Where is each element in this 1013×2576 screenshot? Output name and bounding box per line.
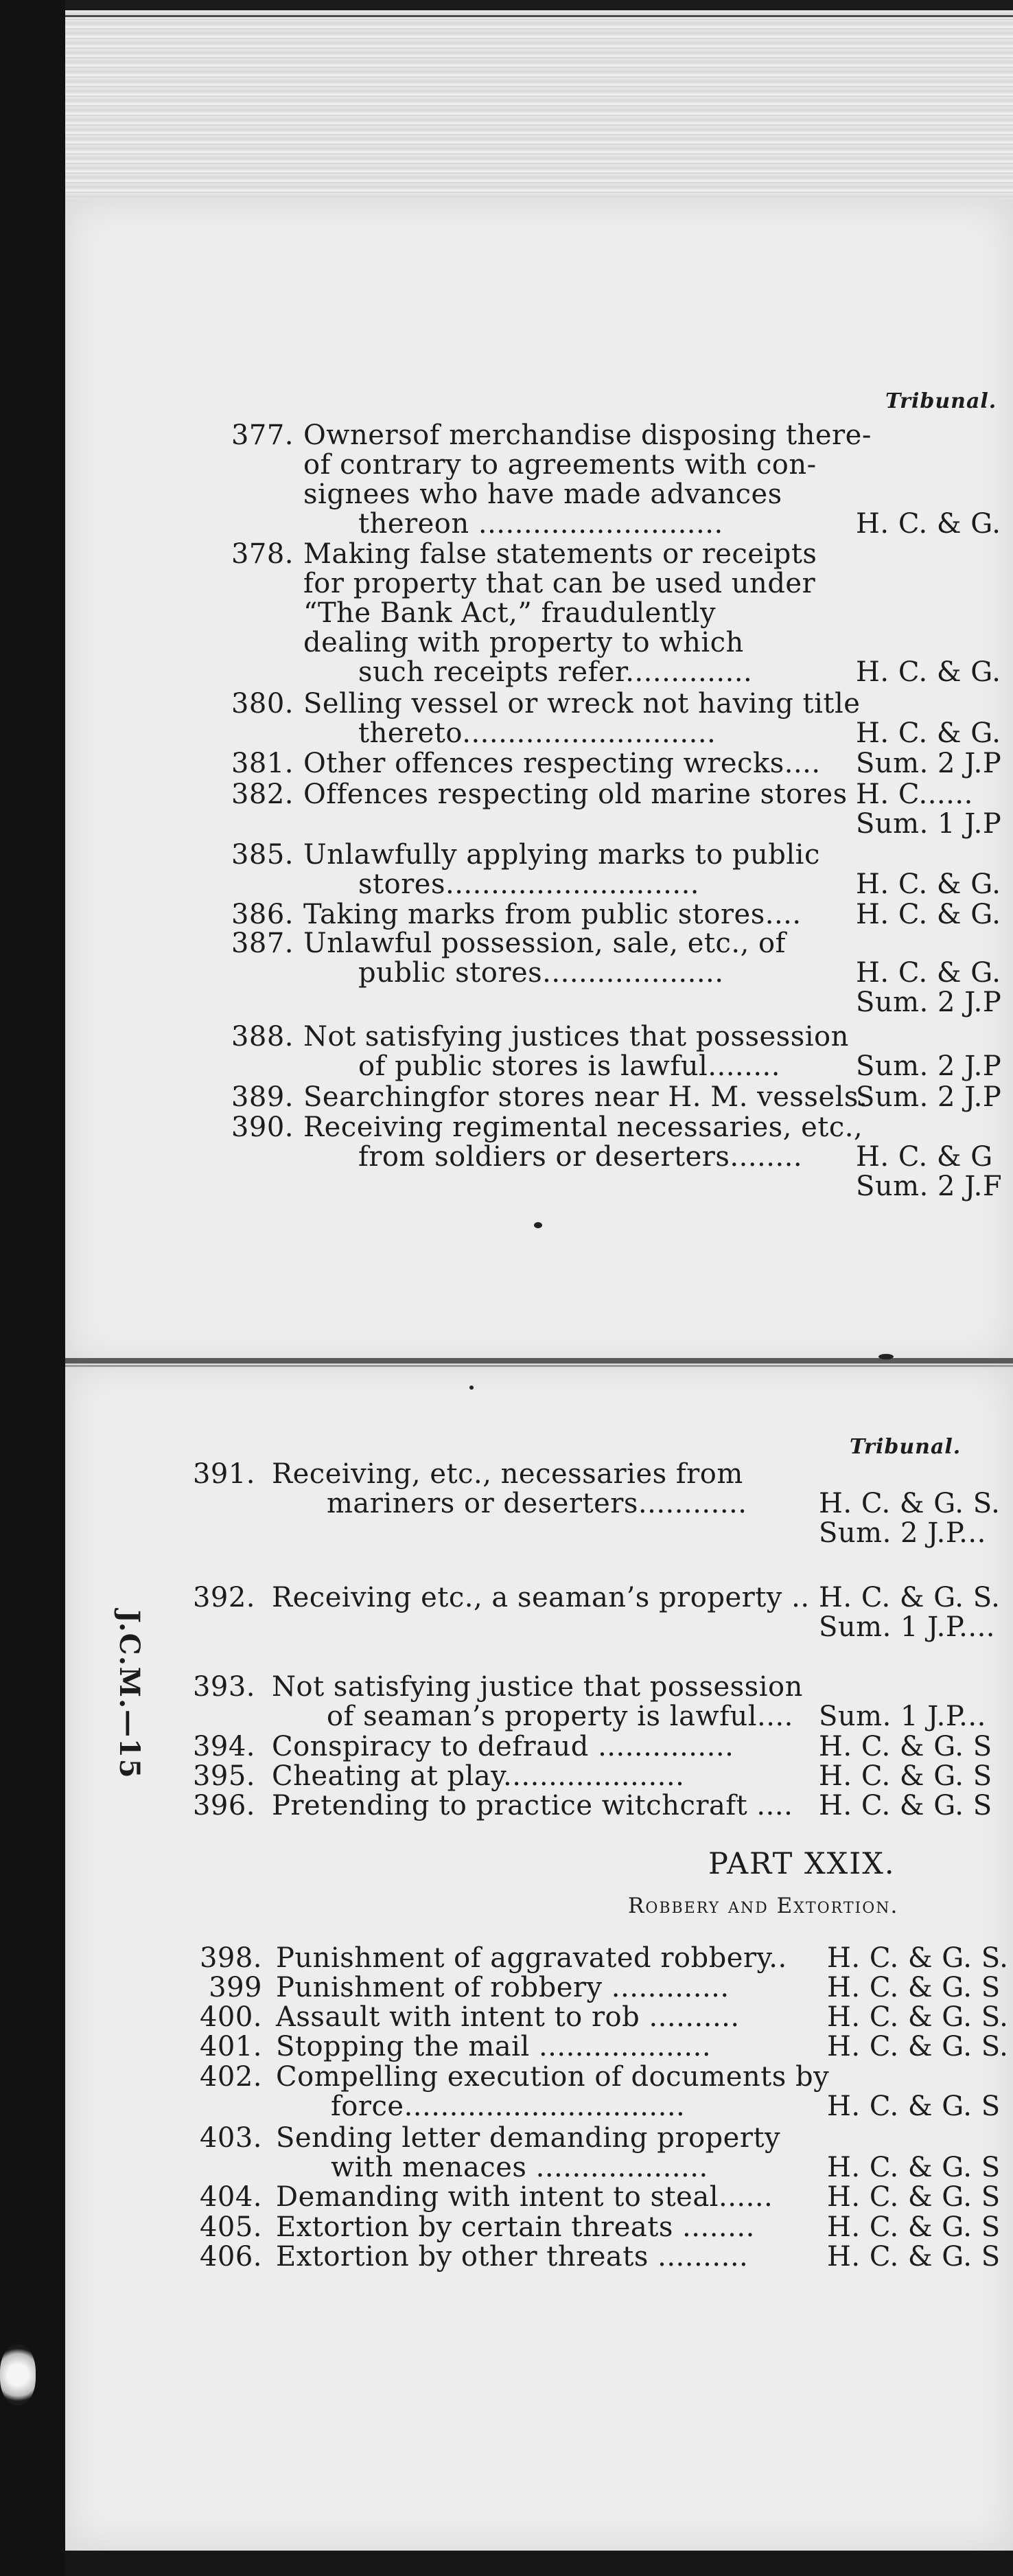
tribunal-cell: Sum. 2 J.P: [856, 748, 1002, 779]
section-number: 389.: [231, 1081, 294, 1113]
section-number: 392.: [192, 1582, 255, 1613]
tribunal-cell: H. C. & G. S: [827, 2211, 1001, 2243]
entry-text-line: Assault with intent to rob ..........: [276, 2001, 740, 2033]
tribunal-header-top: Tribunal.: [885, 389, 997, 413]
stacked-page-edges: [65, 10, 1013, 206]
tribunal-cell: Sum. 1 J.P....: [819, 1611, 995, 1643]
entry-text-line: of contrary to agreements with con-: [303, 449, 817, 481]
tribunal-cell: H. C. & G.: [856, 899, 1001, 930]
section-number: 393.: [192, 1671, 255, 1703]
entry-text-line: of seaman’s property is lawful....: [327, 1701, 793, 1732]
section-number: 394.: [192, 1731, 255, 1762]
section-number: 402.: [199, 2061, 262, 2093]
entry-text-line: from soldiers or deserters........: [358, 1141, 803, 1173]
entry-text-line: “The Bank Act,” fraudulently: [303, 597, 717, 629]
entry-text-line: Pretending to practice witchcraft ....: [272, 1790, 793, 1821]
section-number: 385.: [231, 839, 294, 871]
tribunal-cell: H. C. & G. S: [819, 1790, 992, 1821]
section-number: 404.: [199, 2181, 262, 2213]
tribunal-cell: H. C. & G. S.: [827, 2001, 1009, 2033]
section-number: 387.: [231, 928, 294, 959]
entry-text-line: Other offences respecting wrecks....: [303, 748, 821, 779]
ink-speck: [878, 1354, 894, 1359]
entry-text-line: Searchingfor stores near H. M. vessels.: [303, 1081, 868, 1113]
entry-text-line: Unlawful possession, sale, etc., of: [303, 928, 786, 959]
entry-text-line: thereto............................: [358, 717, 717, 749]
tribunal-cell: H. C. & G. S: [827, 1972, 1001, 2003]
side-label: J.C.M.—15: [113, 1610, 145, 1780]
tribunal-header-bottom: Tribunal.: [850, 1435, 962, 1459]
part-title: PART XXIX.: [708, 1847, 896, 1881]
section-number: 396.: [192, 1790, 255, 1821]
tribunal-cell: H. C. & G. S.: [819, 1582, 1001, 1613]
ink-speck: [534, 1222, 542, 1228]
tribunal-cell: H. C. & G: [856, 1141, 993, 1173]
tribunal-cell: H. C. & G. S: [819, 1731, 992, 1762]
tribunal-cell: Sum. 2 J.F: [856, 1171, 1003, 1202]
tribunal-cell: Sum. 1 J.P...: [819, 1701, 986, 1732]
entry-text-line: Compelling execution of documents by: [276, 2061, 830, 2093]
entry-text-line: Extortion by certain threats ........: [276, 2211, 755, 2243]
entry-text-line: Taking marks from public stores....: [303, 899, 802, 930]
scan-bottom-border: [65, 2551, 1013, 2576]
tribunal-cell: H. C. & G.: [856, 508, 1001, 540]
ink-speck: [469, 1385, 474, 1390]
tribunal-cell: H. C. & G. S: [827, 2181, 1001, 2213]
tribunal-cell: H. C. & G. S: [819, 1760, 992, 1792]
tribunal-cell: H. C. & G. S: [827, 2241, 1001, 2273]
entry-text-line: for property that can be used under: [303, 568, 816, 599]
entry-text-line: stores............................: [358, 869, 700, 900]
section-number: 388.: [231, 1021, 294, 1053]
section-number: 399: [209, 1972, 262, 2003]
tribunal-cell: H. C. & G. S: [827, 2091, 1001, 2122]
tribunal-cell: H. C. & G. S.: [827, 1942, 1009, 1974]
entry-text-line: Selling vessel or wreck not having title: [303, 688, 861, 720]
hole-punch: [0, 2345, 36, 2405]
tribunal-cell: H. C. & G.: [856, 717, 1001, 749]
section-number: 381.: [231, 748, 294, 779]
entry-text-line: such receipts refer..............: [358, 656, 753, 688]
entry-text-line: public stores....................: [358, 957, 724, 989]
entry-text-line: with menaces ...................: [331, 2152, 708, 2183]
entry-text-line: Conspiracy to defraud ...............: [272, 1731, 734, 1762]
tribunal-cell: H. C. & G.: [856, 869, 1001, 900]
tribunal-cell: H. C. & G. S.: [819, 1488, 1001, 1519]
section-number: 390.: [231, 1112, 294, 1143]
tribunal-cell: Sum. 2 J.P: [856, 1050, 1002, 1082]
section-number: 380.: [231, 688, 294, 720]
section-number: 391.: [192, 1458, 255, 1490]
tribunal-cell: H. C. & G.: [856, 957, 1001, 989]
entry-text-line: mariners or deserters............: [327, 1488, 747, 1519]
entry-text-line: Punishment of aggravated robbery..: [276, 1942, 787, 1974]
tribunal-cell: Sum. 2 J.P: [856, 1081, 1002, 1113]
page-fold-shadow: [65, 1365, 1013, 1367]
tribunal-cell: H. C. & G. S.: [827, 2031, 1009, 2062]
entry-text-line: Receiving etc., a seaman’s property ..: [272, 1582, 810, 1613]
section-number: 406.: [199, 2241, 262, 2273]
entry-text-line: Extortion by other threats ..........: [276, 2241, 749, 2273]
section-number: 395.: [192, 1760, 255, 1792]
tribunal-cell: H. C. & G.: [856, 656, 1001, 688]
entry-text-line: thereon ...........................: [358, 508, 723, 540]
entry-text-line: Sending letter demanding property: [276, 2122, 781, 2154]
tribunal-cell: H. C......: [856, 779, 973, 810]
page-edge-line: [65, 15, 1013, 17]
section-number: 405.: [199, 2211, 262, 2243]
page-fold: [65, 1358, 1013, 1364]
part-subtitle: Robbery and Extortion.: [628, 1894, 899, 1918]
entry-text-line: Receiving, etc., necessaries from: [272, 1458, 743, 1490]
section-number: 377.: [231, 419, 294, 451]
entry-text-line: of public stores is lawful........: [358, 1050, 780, 1082]
tribunal-cell: Sum. 2 J.P: [856, 987, 1002, 1018]
entry-text-line: Unlawfully applying marks to public: [303, 839, 820, 871]
entry-text-line: dealing with property to which: [303, 627, 744, 658]
entry-text-line: Ownersof merchandise disposing there-: [303, 419, 872, 451]
entry-text-line: Cheating at play....................: [272, 1760, 685, 1792]
tribunal-cell: Sum. 2 J.P...: [819, 1517, 986, 1549]
entry-text-line: force...............................: [331, 2091, 686, 2122]
section-number: 398.: [199, 1942, 262, 1974]
section-number: 401.: [199, 2031, 262, 2062]
entry-text-line: Stopping the mail ...................: [276, 2031, 712, 2062]
section-number: 403.: [199, 2122, 262, 2154]
entry-text-line: Punishment of robbery .............: [276, 1972, 730, 2003]
scan-left-border: [0, 0, 65, 2576]
entry-text-line: Offences respecting old marine stores: [303, 779, 848, 810]
entry-text-line: Demanding with intent to steal......: [276, 2181, 773, 2213]
entry-text-line: Making false statements or receipts: [303, 538, 817, 570]
entry-text-line: signees who have made advances: [303, 479, 782, 510]
section-number: 382.: [231, 779, 294, 810]
section-number: 400.: [199, 2001, 262, 2033]
section-number: 386.: [231, 899, 294, 930]
entry-text-line: Receiving regimental necessaries, etc.,: [303, 1112, 863, 1143]
tribunal-cell: Sum. 1 J.P: [856, 808, 1002, 840]
entry-text-line: Not satisfying justice that possession: [272, 1671, 803, 1703]
tribunal-cell: H. C. & G. S: [827, 2152, 1001, 2183]
entry-text-line: Not satisfying justices that possession: [303, 1021, 849, 1053]
section-number: 378.: [231, 538, 294, 570]
